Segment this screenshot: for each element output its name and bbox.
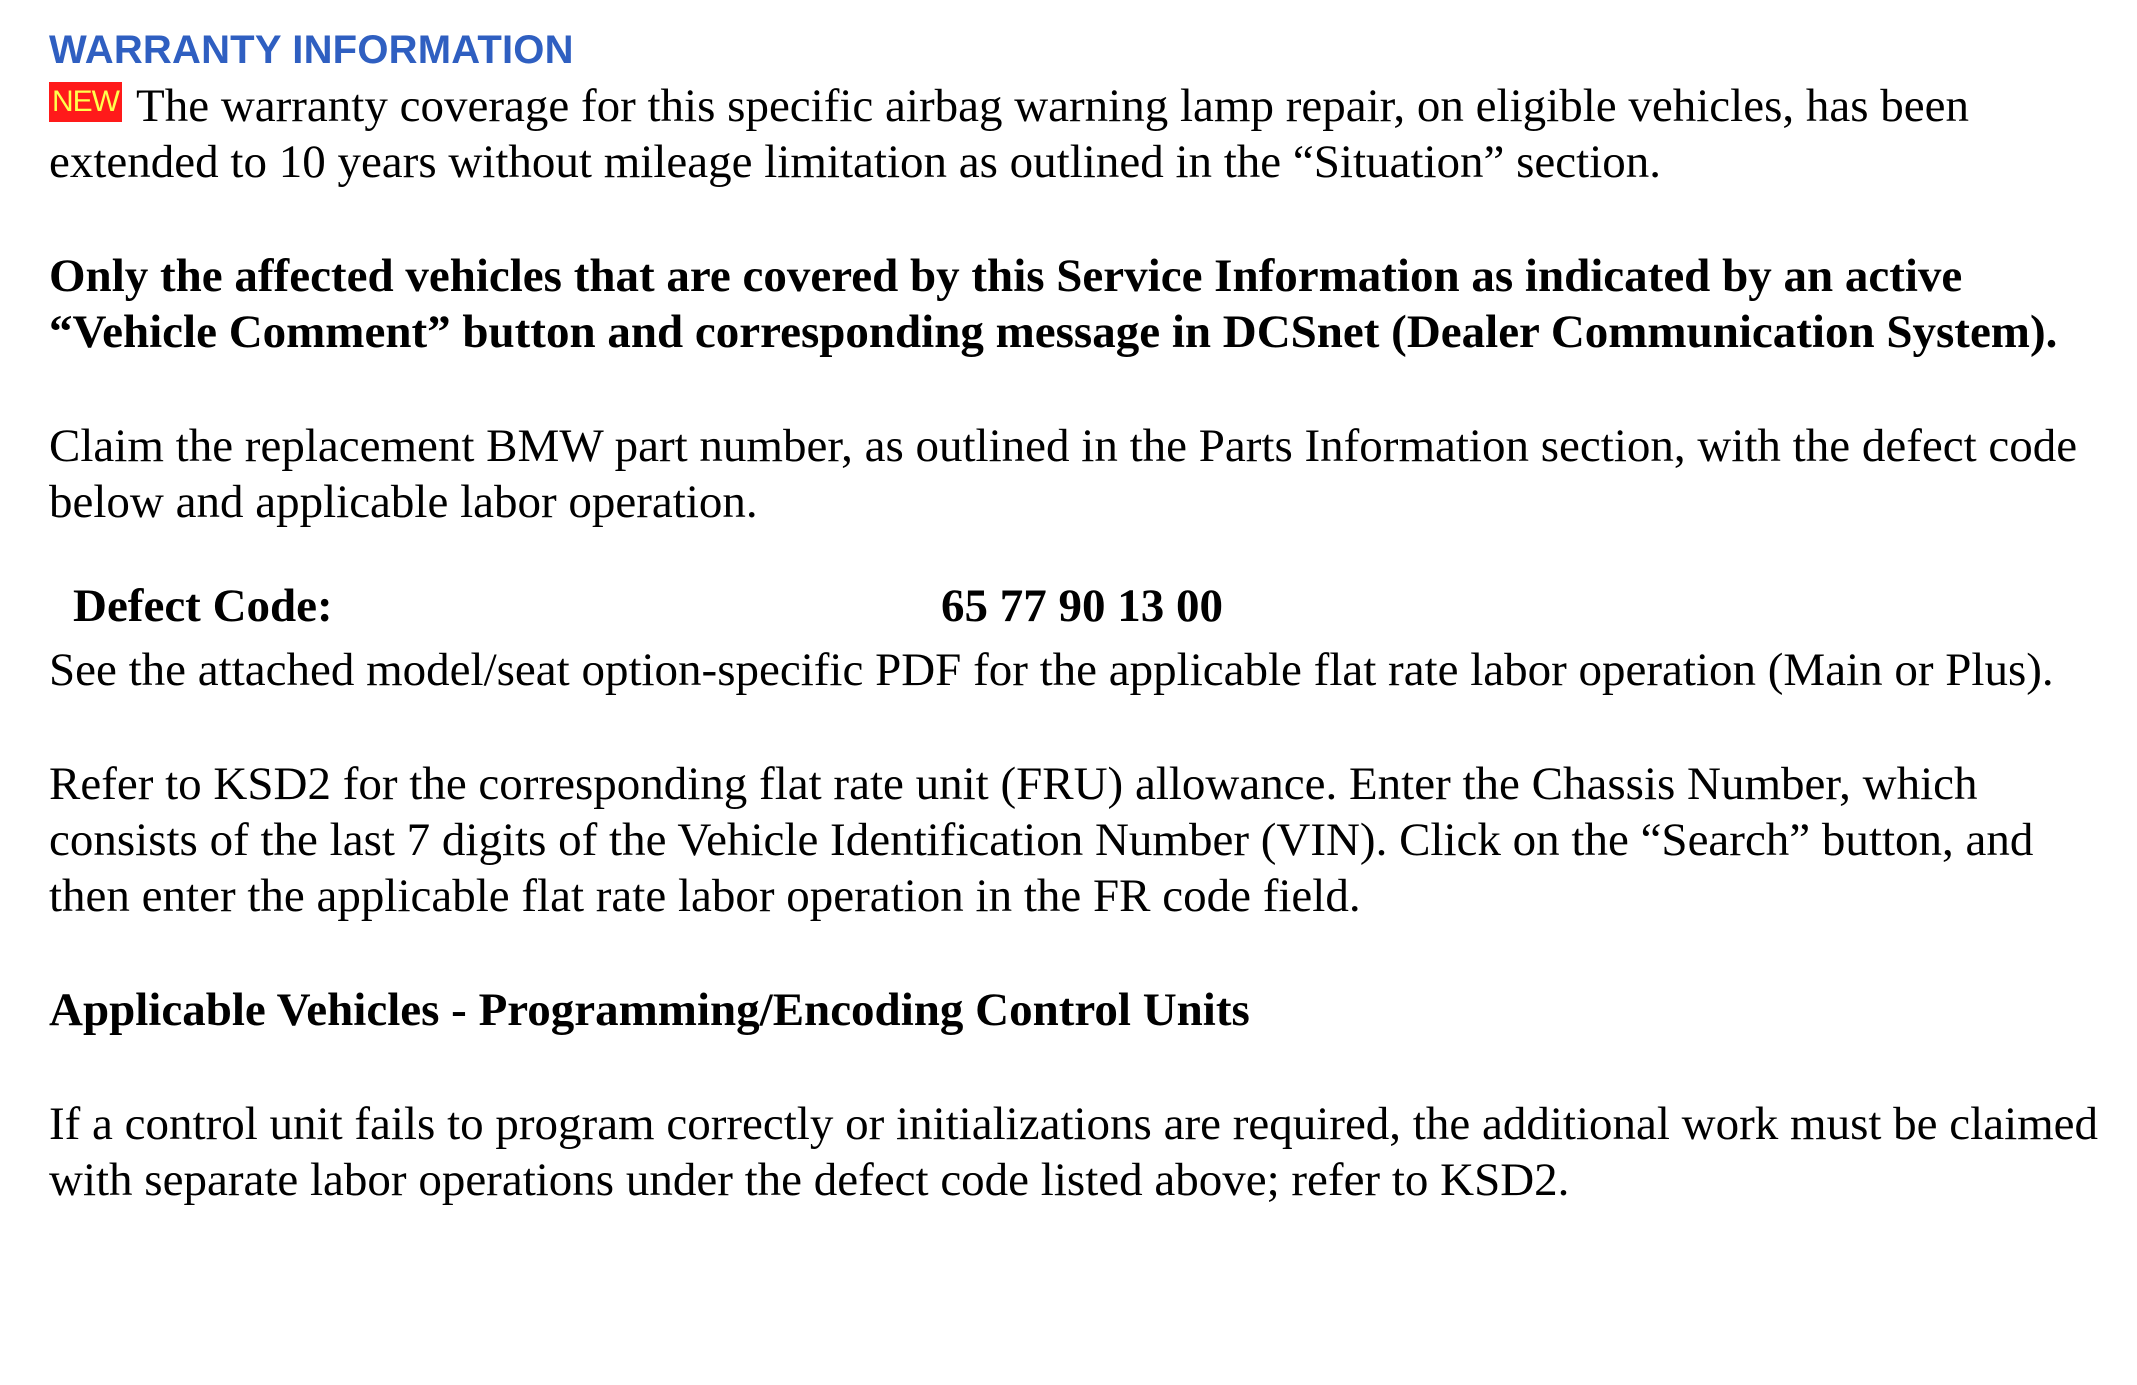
programming-heading: Applicable Vehicles - Programming/Encoding Control Units [49,984,1250,1036]
pdf-paragraph: See the attached model/seat option-specific PDF for the applicable flat rate labor operation (Main or Plus). [49,644,2054,696]
intro-paragraph [49,78,2109,190]
claim-paragraph: Claim the replacement BMW part number, as outlined in the Parts Information section, with the defect code below and applicable labor operation. [49,420,2078,528]
defect-code-row [49,570,2109,642]
programming-paragraph: If a control unit fails to program correctly or initializations are required, the additional work must be claimed with separate labor operations under the defect code listed above; refer to KSD2. [49,1098,2099,1206]
spacer [49,360,2109,418]
spacer [49,698,2109,756]
affected-vehicles-note: Only the affected vehicles that are covered by this Service Information as indicated by an active “Vehicle Comment” button and corresponding message in DCSnet (Dealer Communication System). [49,250,2058,358]
intro-text: The warranty coverage for this specific airbag warning lamp repair, on eligible vehicles, has been extended to 10 years without mileage limitation as outlined in the “Situation” section. [49,80,1969,188]
spacer [49,190,2109,248]
spacer [49,530,2109,570]
new-badge: NEW [49,82,122,122]
ksd2-paragraph: Refer to KSD2 for the corresponding flat rate unit (FRU) allowance. Enter the Chassis Number, which consists of the last 7 digits of the Vehicle Identification Number (VIN). Click on the “Search” button, and then enter the applicable flat rate labor operation in the FR code field. [49,758,2034,922]
section-title: WARRANTY INFORMATION [49,28,574,72]
defect-code-label: Defect Code: [73,580,333,632]
spacer [49,1038,2109,1096]
warranty-document [49,22,2109,1208]
defect-code-value: 65 77 90 13 00 [941,580,1223,632]
spacer [49,924,2109,982]
